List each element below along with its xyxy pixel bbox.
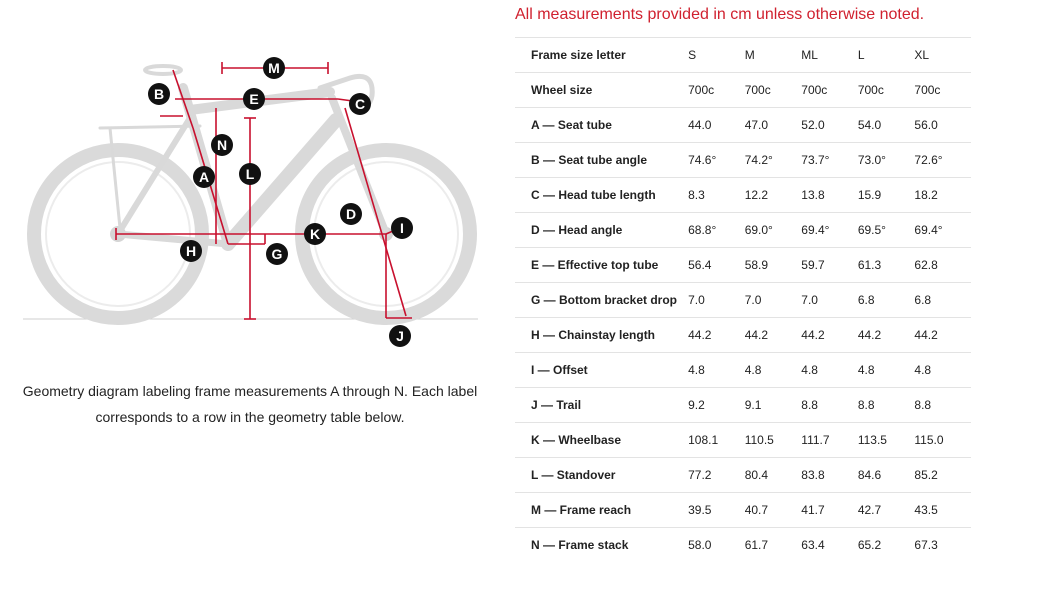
cell-value: 77.2	[688, 458, 745, 493]
row-label: J — Trail	[515, 388, 688, 423]
table-row	[515, 248, 971, 283]
cell-value: 8.8	[858, 388, 915, 423]
cell-value: 58.9	[745, 248, 802, 283]
label-i-marker	[391, 217, 413, 239]
table-row	[515, 423, 971, 458]
header-frame-size: Frame size letter	[515, 38, 688, 73]
cell-value: 65.2	[858, 528, 915, 563]
cell-value: 7.0	[745, 283, 802, 318]
cell-value: 68.8°	[688, 213, 745, 248]
cell-value: 9.2	[688, 388, 745, 423]
cell-value: 56.4	[688, 248, 745, 283]
label-k-marker	[304, 223, 326, 245]
row-label: E — Effective top tube	[515, 248, 688, 283]
cell-value: 6.8	[914, 283, 971, 318]
cell-value: 6.8	[858, 283, 915, 318]
cell-value: 47.0	[745, 108, 802, 143]
bike-geometry-svg	[20, 48, 480, 358]
cell-value: 85.2	[914, 458, 971, 493]
cell-value: 9.1	[745, 388, 802, 423]
cell-value: 74.2°	[745, 143, 802, 178]
table-row	[515, 143, 971, 178]
cell-value: 13.8	[801, 178, 858, 213]
cell-value: 110.5	[745, 423, 802, 458]
table-row	[515, 73, 971, 108]
geometry-table	[515, 37, 971, 562]
cell-value: 41.7	[801, 493, 858, 528]
cell-value: 43.5	[914, 493, 971, 528]
cell-value: 61.3	[858, 248, 915, 283]
table-row	[515, 353, 971, 388]
header-size-ml: ML	[801, 38, 858, 73]
cell-value: 44.2	[914, 318, 971, 353]
svg-text:N: N	[216, 137, 228, 153]
table-row	[515, 318, 971, 353]
cell-value: 700c	[858, 73, 915, 108]
row-label: G — Bottom bracket drop	[515, 283, 688, 318]
cell-value: 111.7	[801, 423, 858, 458]
header-size-xl: XL	[914, 38, 971, 73]
cell-value: 69.0°	[745, 213, 802, 248]
label-c-marker	[349, 93, 371, 115]
cell-value: 39.5	[688, 493, 745, 528]
cell-value: 74.6°	[688, 143, 745, 178]
label-g-marker	[266, 243, 288, 265]
cell-value: 4.8	[688, 353, 745, 388]
label-m-marker	[263, 57, 285, 79]
cell-value: 700c	[801, 73, 858, 108]
caption-line-1: Geometry diagram labeling frame measurements A through N. Each label	[22, 383, 478, 399]
cell-value: 15.9	[858, 178, 915, 213]
caption-line-2: corresponds to a row in the geometry table below.	[95, 409, 405, 425]
table-row	[515, 108, 971, 143]
cell-value: 61.7	[745, 528, 802, 563]
cell-value: 8.3	[688, 178, 745, 213]
cell-value: 4.8	[858, 353, 915, 388]
table-row	[515, 178, 971, 213]
cell-value: 62.8	[914, 248, 971, 283]
cell-value: 69.5°	[858, 213, 915, 248]
table-row	[515, 458, 971, 493]
table-row	[515, 388, 971, 423]
cell-value: 69.4°	[801, 213, 858, 248]
cell-value: 54.0	[858, 108, 915, 143]
cell-value: 83.8	[801, 458, 858, 493]
header-size-m: M	[745, 38, 802, 73]
table-row	[515, 283, 971, 318]
cell-value: 67.3	[914, 528, 971, 563]
cell-value: 700c	[688, 73, 745, 108]
cell-value: 56.0	[914, 108, 971, 143]
svg-text:I: I	[400, 220, 404, 236]
cell-value: 18.2	[914, 178, 971, 213]
cell-value: 80.4	[745, 458, 802, 493]
row-label: D — Head angle	[515, 213, 688, 248]
row-label: C — Head tube length	[515, 178, 688, 213]
svg-text:A: A	[198, 169, 210, 185]
row-label: B — Seat tube angle	[515, 143, 688, 178]
table-row	[515, 213, 971, 248]
table-row	[515, 493, 971, 528]
svg-text:B: B	[153, 86, 165, 102]
svg-text:G: G	[271, 246, 283, 262]
cell-value: 4.8	[914, 353, 971, 388]
cell-value: 44.2	[688, 318, 745, 353]
svg-text:E: E	[249, 91, 259, 107]
table-header-row	[515, 38, 971, 73]
label-b-marker	[148, 83, 170, 105]
cell-value: 44.2	[858, 318, 915, 353]
cell-value: 113.5	[858, 423, 915, 458]
row-label: H — Chainstay length	[515, 318, 688, 353]
cell-value: 72.6°	[914, 143, 971, 178]
table-row	[515, 528, 971, 563]
cell-value: 7.0	[688, 283, 745, 318]
svg-text:H: H	[185, 243, 197, 259]
label-d-marker	[340, 203, 362, 225]
diagram-caption	[20, 378, 480, 430]
cell-value: 58.0	[688, 528, 745, 563]
cell-value: 40.7	[745, 493, 802, 528]
cell-value: 73.0°	[858, 143, 915, 178]
header-size-l: L	[858, 38, 915, 73]
label-l-marker	[239, 163, 261, 185]
cell-value: 59.7	[801, 248, 858, 283]
row-label: Wheel size	[515, 73, 688, 108]
row-label: I — Offset	[515, 353, 688, 388]
cell-value: 700c	[745, 73, 802, 108]
header-size-s: S	[688, 38, 745, 73]
svg-text:D: D	[345, 206, 357, 222]
cell-value: 44.2	[745, 318, 802, 353]
cell-value: 52.0	[801, 108, 858, 143]
cell-value: 115.0	[914, 423, 971, 458]
cell-value: 42.7	[858, 493, 915, 528]
cell-value: 69.4°	[914, 213, 971, 248]
cell-value: 4.8	[745, 353, 802, 388]
label-j-marker	[389, 325, 411, 347]
svg-text:L: L	[245, 166, 255, 182]
row-label: N — Frame stack	[515, 528, 688, 563]
cell-value: 63.4	[801, 528, 858, 563]
label-e-marker	[243, 88, 265, 110]
measurement-unit-note: All measurements provided in cm unless otherwise noted.	[515, 6, 925, 23]
cell-value: 44.2	[801, 318, 858, 353]
cell-value: 700c	[914, 73, 971, 108]
cell-value: 7.0	[801, 283, 858, 318]
cell-value: 108.1	[688, 423, 745, 458]
cell-value: 8.8	[914, 388, 971, 423]
svg-text:J: J	[396, 328, 404, 344]
label-h-marker	[180, 240, 202, 262]
cell-value: 73.7°	[801, 143, 858, 178]
cell-value: 4.8	[801, 353, 858, 388]
svg-text:M: M	[268, 60, 280, 76]
row-label: L — Standover	[515, 458, 688, 493]
cell-value: 84.6	[858, 458, 915, 493]
svg-text:K: K	[309, 226, 321, 242]
label-a-marker	[193, 166, 215, 188]
row-label: M — Frame reach	[515, 493, 688, 528]
svg-text:C: C	[354, 96, 366, 112]
label-n-marker	[211, 134, 233, 156]
row-label: A — Seat tube	[515, 108, 688, 143]
cell-value: 44.0	[688, 108, 745, 143]
row-label: K — Wheelbase	[515, 423, 688, 458]
cell-value: 8.8	[801, 388, 858, 423]
geometry-diagram	[20, 48, 480, 358]
cell-value: 12.2	[745, 178, 802, 213]
